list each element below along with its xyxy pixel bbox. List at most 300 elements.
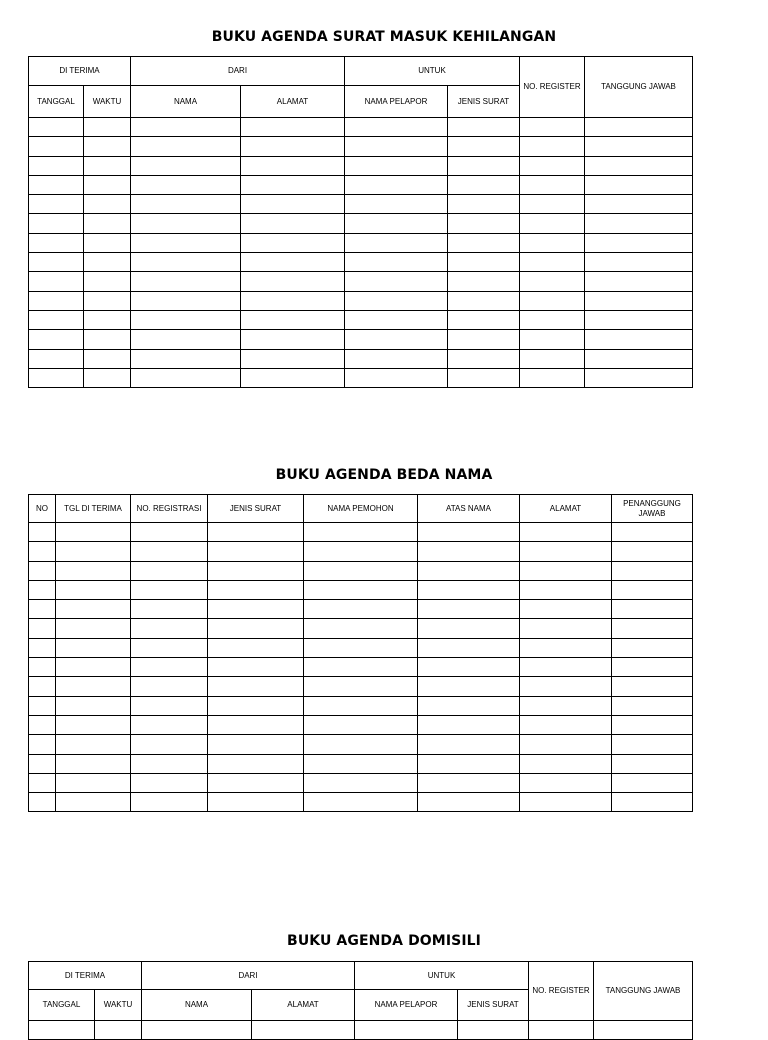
empty-cell [612, 793, 693, 812]
empty-cell [84, 233, 131, 252]
empty-cell [612, 619, 693, 638]
empty-cell [585, 368, 693, 387]
empty-cell [458, 1021, 529, 1040]
empty-cell [208, 619, 304, 638]
empty-cell [241, 253, 345, 272]
empty-cell [29, 272, 84, 291]
empty-cell [56, 773, 131, 792]
empty-cell [95, 1021, 142, 1040]
header-alamat: ALAMAT [252, 990, 355, 1021]
header-nama-pelapor: NAMA PELAPOR [345, 86, 448, 118]
empty-cell [345, 272, 448, 291]
table-row [29, 754, 693, 773]
empty-cell [29, 291, 84, 310]
empty-cell [612, 754, 693, 773]
empty-cell [241, 330, 345, 349]
empty-cell [594, 1021, 693, 1040]
empty-cell [418, 793, 520, 812]
table-row [29, 561, 693, 580]
empty-cell [520, 600, 612, 619]
header-jenis-surat: JENIS SURAT [208, 495, 304, 523]
table-row [29, 735, 693, 754]
empty-cell [84, 175, 131, 194]
empty-cell [304, 773, 418, 792]
group-dari: DARI [131, 57, 345, 86]
empty-cell [520, 156, 585, 175]
table-row [29, 175, 693, 194]
empty-cell [448, 214, 520, 233]
empty-cell [131, 175, 241, 194]
empty-cell [520, 523, 612, 542]
empty-cell [56, 580, 131, 599]
table-row [29, 523, 693, 542]
empty-cell [241, 214, 345, 233]
table-row [29, 1021, 693, 1040]
table-row [29, 214, 693, 233]
empty-cell [208, 677, 304, 696]
empty-cell [84, 195, 131, 214]
empty-cell [418, 619, 520, 638]
empty-cell [29, 368, 84, 387]
empty-cell [520, 368, 585, 387]
empty-cell [304, 561, 418, 580]
header-nama-pemohon: NAMA PEMOHON [304, 495, 418, 523]
empty-cell [56, 600, 131, 619]
empty-cell [448, 349, 520, 368]
empty-cell [241, 272, 345, 291]
empty-cell [585, 272, 693, 291]
empty-cell [520, 118, 585, 137]
domisili-table [28, 961, 693, 1040]
empty-cell [585, 233, 693, 252]
empty-cell [56, 561, 131, 580]
empty-cell [29, 214, 84, 233]
table-row [29, 310, 693, 329]
empty-cell [448, 233, 520, 252]
empty-cell [56, 638, 131, 657]
empty-cell [585, 330, 693, 349]
empty-cell [131, 561, 208, 580]
table-row [29, 253, 693, 272]
kehilangan-table [28, 56, 693, 388]
empty-cell [418, 561, 520, 580]
header-waktu: WAKTU [84, 86, 131, 118]
empty-cell [29, 233, 84, 252]
empty-cell [520, 272, 585, 291]
header-tanggung-jawab: TANGGUNG JAWAB [585, 57, 693, 118]
table-row [29, 368, 693, 387]
empty-cell [29, 253, 84, 272]
empty-cell [304, 677, 418, 696]
header-no-register: NO. REGISTER [520, 57, 585, 118]
empty-cell [448, 156, 520, 175]
empty-cell [520, 330, 585, 349]
table-row [29, 330, 693, 349]
empty-cell [520, 137, 585, 156]
header-no-register: NO. REGISTER [529, 962, 594, 1021]
header-tanggung-jawab: TANGGUNG JAWAB [594, 962, 693, 1021]
empty-cell [84, 118, 131, 137]
empty-cell [241, 118, 345, 137]
empty-cell [131, 214, 241, 233]
empty-cell [29, 638, 56, 657]
empty-cell [304, 715, 418, 734]
empty-cell [131, 580, 208, 599]
empty-cell [520, 253, 585, 272]
header-alamat: ALAMAT [241, 86, 345, 118]
empty-cell [131, 195, 241, 214]
empty-cell [529, 1021, 594, 1040]
empty-cell [241, 368, 345, 387]
empty-cell [56, 793, 131, 812]
empty-cell [418, 542, 520, 561]
header-alamat: ALAMAT [520, 495, 612, 523]
empty-cell [131, 523, 208, 542]
header-tanggal: TANGGAL [29, 990, 95, 1021]
empty-cell [520, 754, 612, 773]
empty-cell [56, 696, 131, 715]
empty-cell [418, 600, 520, 619]
empty-cell [585, 253, 693, 272]
empty-cell [304, 735, 418, 754]
empty-cell [208, 580, 304, 599]
empty-cell [448, 330, 520, 349]
empty-cell [520, 561, 612, 580]
empty-cell [612, 638, 693, 657]
empty-cell [56, 619, 131, 638]
empty-cell [585, 195, 693, 214]
empty-cell [241, 310, 345, 329]
empty-cell [131, 735, 208, 754]
empty-cell [29, 677, 56, 696]
empty-cell [612, 735, 693, 754]
empty-cell [612, 773, 693, 792]
empty-cell [208, 696, 304, 715]
empty-cell [448, 175, 520, 194]
empty-cell [520, 658, 612, 677]
empty-cell [304, 793, 418, 812]
empty-cell [131, 619, 208, 638]
empty-cell [585, 118, 693, 137]
empty-cell [56, 754, 131, 773]
empty-cell [208, 735, 304, 754]
empty-cell [252, 1021, 355, 1040]
empty-cell [84, 137, 131, 156]
empty-cell [29, 773, 56, 792]
header-no-registrasi: NO. REGISTRASI [131, 495, 208, 523]
empty-cell [29, 349, 84, 368]
empty-cell [345, 253, 448, 272]
empty-cell [131, 349, 241, 368]
empty-cell [241, 233, 345, 252]
group-untuk: UNTUK [355, 962, 529, 990]
empty-cell [56, 715, 131, 734]
empty-cell [345, 118, 448, 137]
empty-cell [304, 638, 418, 657]
empty-cell [84, 330, 131, 349]
empty-cell [345, 175, 448, 194]
table-row [29, 272, 693, 291]
header-no: NO [29, 495, 56, 523]
empty-cell [29, 542, 56, 561]
header-atas-nama: ATAS NAMA [418, 495, 520, 523]
empty-cell [520, 175, 585, 194]
empty-cell [56, 658, 131, 677]
empty-cell [448, 291, 520, 310]
empty-cell [448, 118, 520, 137]
empty-cell [29, 118, 84, 137]
empty-cell [29, 793, 56, 812]
empty-cell [56, 735, 131, 754]
empty-cell [520, 580, 612, 599]
empty-cell [304, 523, 418, 542]
empty-cell [29, 175, 84, 194]
table-row [29, 793, 693, 812]
table-row [29, 638, 693, 657]
empty-cell [585, 214, 693, 233]
empty-cell [131, 677, 208, 696]
empty-cell [585, 156, 693, 175]
table-row [29, 137, 693, 156]
empty-cell [131, 233, 241, 252]
empty-cell [241, 137, 345, 156]
table-row [29, 542, 693, 561]
empty-cell [585, 310, 693, 329]
table-row [29, 349, 693, 368]
empty-cell [304, 619, 418, 638]
header-penanggung-jawab: PENANGGUNG JAWAB [612, 495, 693, 523]
empty-cell [520, 677, 612, 696]
empty-cell [612, 561, 693, 580]
empty-cell [131, 715, 208, 734]
empty-cell [84, 349, 131, 368]
empty-cell [208, 715, 304, 734]
empty-cell [520, 619, 612, 638]
table-row [29, 715, 693, 734]
empty-cell [131, 368, 241, 387]
empty-cell [612, 677, 693, 696]
empty-cell [131, 310, 241, 329]
empty-cell [418, 677, 520, 696]
empty-cell [355, 1021, 458, 1040]
empty-cell [520, 214, 585, 233]
empty-cell [345, 137, 448, 156]
empty-cell [208, 658, 304, 677]
empty-cell [84, 253, 131, 272]
empty-cell [131, 600, 208, 619]
empty-cell [208, 793, 304, 812]
empty-cell [585, 175, 693, 194]
empty-cell [131, 272, 241, 291]
table-row [29, 600, 693, 619]
empty-cell [131, 118, 241, 137]
empty-cell [208, 773, 304, 792]
empty-cell [304, 754, 418, 773]
empty-cell [241, 175, 345, 194]
empty-cell [345, 195, 448, 214]
empty-cell [241, 156, 345, 175]
empty-cell [418, 773, 520, 792]
empty-cell [448, 253, 520, 272]
empty-cell [56, 677, 131, 696]
empty-cell [304, 696, 418, 715]
empty-cell [29, 696, 56, 715]
empty-cell [345, 233, 448, 252]
beda-nama-table [28, 494, 693, 812]
empty-cell [29, 754, 56, 773]
empty-cell [448, 368, 520, 387]
empty-cell [131, 638, 208, 657]
empty-cell [448, 272, 520, 291]
empty-cell [612, 658, 693, 677]
empty-cell [131, 793, 208, 812]
empty-cell [520, 291, 585, 310]
header-waktu: WAKTU [95, 990, 142, 1021]
empty-cell [345, 156, 448, 175]
empty-cell [131, 253, 241, 272]
empty-cell [29, 330, 84, 349]
empty-cell [612, 600, 693, 619]
header-jenis-surat: JENIS SURAT [458, 990, 529, 1021]
table-row [29, 619, 693, 638]
empty-cell [345, 214, 448, 233]
table-row [29, 580, 693, 599]
empty-cell [131, 773, 208, 792]
empty-cell [84, 368, 131, 387]
empty-cell [56, 542, 131, 561]
empty-cell [208, 542, 304, 561]
empty-cell [84, 272, 131, 291]
empty-cell [131, 330, 241, 349]
empty-cell [131, 137, 241, 156]
empty-cell [520, 310, 585, 329]
group-dari: DARI [142, 962, 355, 990]
header-tgl-di-terima: TGL DI TERIMA [56, 495, 131, 523]
empty-cell [520, 715, 612, 734]
empty-cell [29, 137, 84, 156]
empty-cell [208, 523, 304, 542]
table-row [29, 233, 693, 252]
empty-cell [29, 735, 56, 754]
empty-cell [345, 330, 448, 349]
empty-cell [29, 619, 56, 638]
empty-cell [304, 580, 418, 599]
empty-cell [29, 561, 56, 580]
empty-cell [29, 1021, 95, 1040]
empty-cell [612, 696, 693, 715]
empty-cell [84, 310, 131, 329]
header-nama-pelapor: NAMA PELAPOR [355, 990, 458, 1021]
group-di-terima: DI TERIMA [29, 962, 142, 990]
table-row [29, 677, 693, 696]
table-row [29, 658, 693, 677]
empty-cell [418, 735, 520, 754]
empty-cell [208, 638, 304, 657]
empty-cell [418, 580, 520, 599]
empty-cell [612, 542, 693, 561]
table-row [29, 773, 693, 792]
empty-cell [520, 638, 612, 657]
empty-cell [29, 658, 56, 677]
empty-cell [208, 754, 304, 773]
empty-cell [418, 523, 520, 542]
empty-cell [448, 195, 520, 214]
empty-cell [29, 195, 84, 214]
empty-cell [520, 735, 612, 754]
empty-cell [29, 580, 56, 599]
empty-cell [520, 195, 585, 214]
empty-cell [612, 715, 693, 734]
section-1-title: BUKU AGENDA SURAT MASUK KEHILANGAN [211, 29, 557, 45]
header-nama: NAMA [142, 990, 252, 1021]
section-3-title: BUKU AGENDA DOMISILI [287, 933, 481, 949]
header-jenis-surat: JENIS SURAT [448, 86, 520, 118]
empty-cell [418, 715, 520, 734]
empty-cell [84, 214, 131, 233]
empty-cell [345, 349, 448, 368]
empty-cell [29, 156, 84, 175]
empty-cell [131, 542, 208, 561]
table-row [29, 291, 693, 310]
empty-cell [208, 600, 304, 619]
empty-cell [142, 1021, 252, 1040]
empty-cell [29, 715, 56, 734]
empty-cell [345, 368, 448, 387]
empty-cell [612, 580, 693, 599]
empty-cell [131, 754, 208, 773]
empty-cell [585, 137, 693, 156]
empty-cell [345, 310, 448, 329]
empty-cell [520, 542, 612, 561]
empty-cell [448, 137, 520, 156]
group-untuk: UNTUK [345, 57, 520, 86]
empty-cell [418, 754, 520, 773]
empty-cell [520, 793, 612, 812]
empty-cell [418, 638, 520, 657]
empty-cell [208, 561, 304, 580]
empty-cell [131, 696, 208, 715]
empty-cell [241, 195, 345, 214]
empty-cell [520, 233, 585, 252]
empty-cell [418, 658, 520, 677]
empty-cell [29, 310, 84, 329]
empty-cell [520, 696, 612, 715]
empty-cell [84, 291, 131, 310]
header-nama: NAMA [131, 86, 241, 118]
empty-cell [520, 349, 585, 368]
empty-cell [131, 291, 241, 310]
empty-cell [585, 349, 693, 368]
empty-cell [304, 600, 418, 619]
empty-cell [304, 542, 418, 561]
empty-cell [131, 658, 208, 677]
empty-cell [131, 156, 241, 175]
empty-cell [345, 291, 448, 310]
empty-cell [241, 291, 345, 310]
empty-cell [585, 291, 693, 310]
empty-cell [418, 696, 520, 715]
header-tanggal: TANGGAL [29, 86, 84, 118]
empty-cell [241, 349, 345, 368]
empty-cell [84, 156, 131, 175]
table-row [29, 195, 693, 214]
group-di-terima: DI TERIMA [29, 57, 131, 86]
empty-cell [304, 658, 418, 677]
table-row [29, 696, 693, 715]
table-row [29, 156, 693, 175]
table-row [29, 118, 693, 137]
empty-cell [448, 310, 520, 329]
